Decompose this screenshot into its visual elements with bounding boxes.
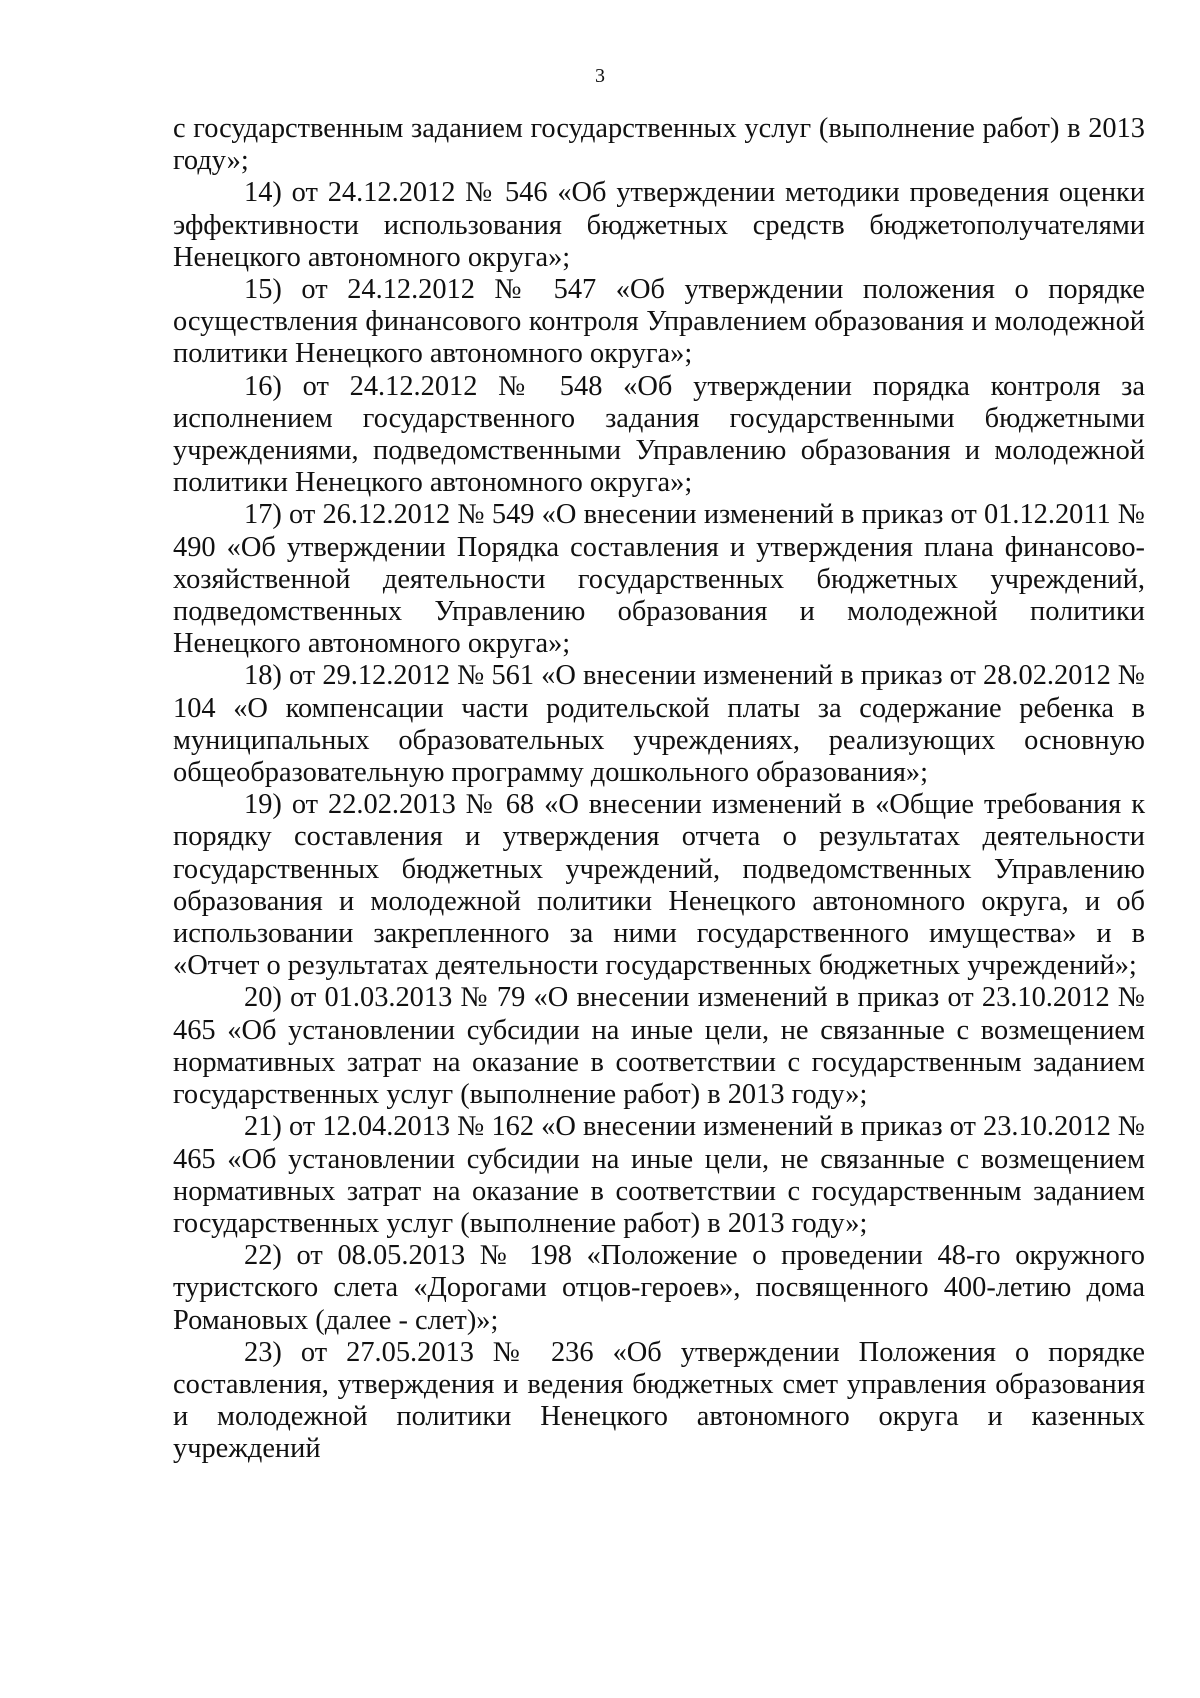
paragraph: 20) от 01.03.2013 № 79 «О внесении изменений в приказ от 23.10.2012 № 465 «Об установлении субсидии на иные цели, не связанные с возмещением нормативных затрат на оказание в соответствии с государственным заданием государственных услуг (выполнение работ) в 2013 году»; (173, 982, 1145, 1111)
paragraph: 19) от 22.02.2013 № 68 «О внесении изменений в «Общие требования к порядку составления и утверждения отчета о результатах деятельности государственных бюджетных учреждений, подведомственных Управлению образования и молодежной политики Ненецкого автономного округа, и об использовании закрепленного за ними государственного имущества» и в «Отчет о результатах деятельности государственных бюджетных учреждений»; (173, 789, 1145, 982)
paragraph: 23) от 27.05.2013 № 236 «Об утверждении Положения о порядке составления, утверждения и ведения бюджетных смет управления образования и молодежной политики Ненецкого автономного округа и казенных учреждений (173, 1336, 1145, 1465)
paragraph: 16) от 24.12.2012 № 548 «Об утверждении порядка контроля за исполнением государственного задания государственными бюджетными учреждениями, подведомственными Управлению образования и молодежной политики Ненецкого автономного округа»; (173, 370, 1145, 499)
paragraph: 22) от 08.05.2013 № 198 «Положение о проведении 48-го окружного туристского слета «Дорогами отцов-героев», посвященного 400-летию дома Романовых (далее - слет)»; (173, 1240, 1145, 1336)
document-body (173, 113, 1145, 1466)
paragraph: 18) от 29.12.2012 № 561 «О внесении изменений в приказ от 28.02.2012 № 104 «О компенсации части родительской платы за содержание ребенка в муниципальных образовательных учреждениях, реализующих основную общеобразовательную программу дошкольного образования»; (173, 660, 1145, 789)
paragraph: с государственным заданием государственных услуг (выполнение работ) в 2013 году»; (173, 113, 1145, 177)
page-number: 3 (595, 65, 605, 87)
paragraph: 21) от 12.04.2013 № 162 «О внесении изменений в приказ от 23.10.2012 № 465 «Об установлении субсидии на иные цели, не связанные с возмещением нормативных затрат на оказание в соответствии с государственным заданием государственных услуг (выполнение работ) в 2013 году»; (173, 1111, 1145, 1239)
paragraph: 15) от 24.12.2012 № 547 «Об утверждении положения о порядке осуществления финансового контроля Управлением образования и молодежной политики Ненецкого автономного округа»; (173, 274, 1145, 370)
paragraph: 17) от 26.12.2012 № 549 «О внесении изменений в приказ от 01.12.2011 № 490 «Об утверждении Порядка составления и утверждения плана финансово-хозяйственной деятельности государственных бюджетных учреждений, подведомственных Управлению образования и молодежной политики Ненецкого автономного округа»; (173, 499, 1145, 660)
paragraph: 14) от 24.12.2012 № 546 «Об утверждении методики проведения оценки эффективности использования бюджетных средств бюджетополучателями Ненецкого автономного округа»; (173, 177, 1145, 273)
